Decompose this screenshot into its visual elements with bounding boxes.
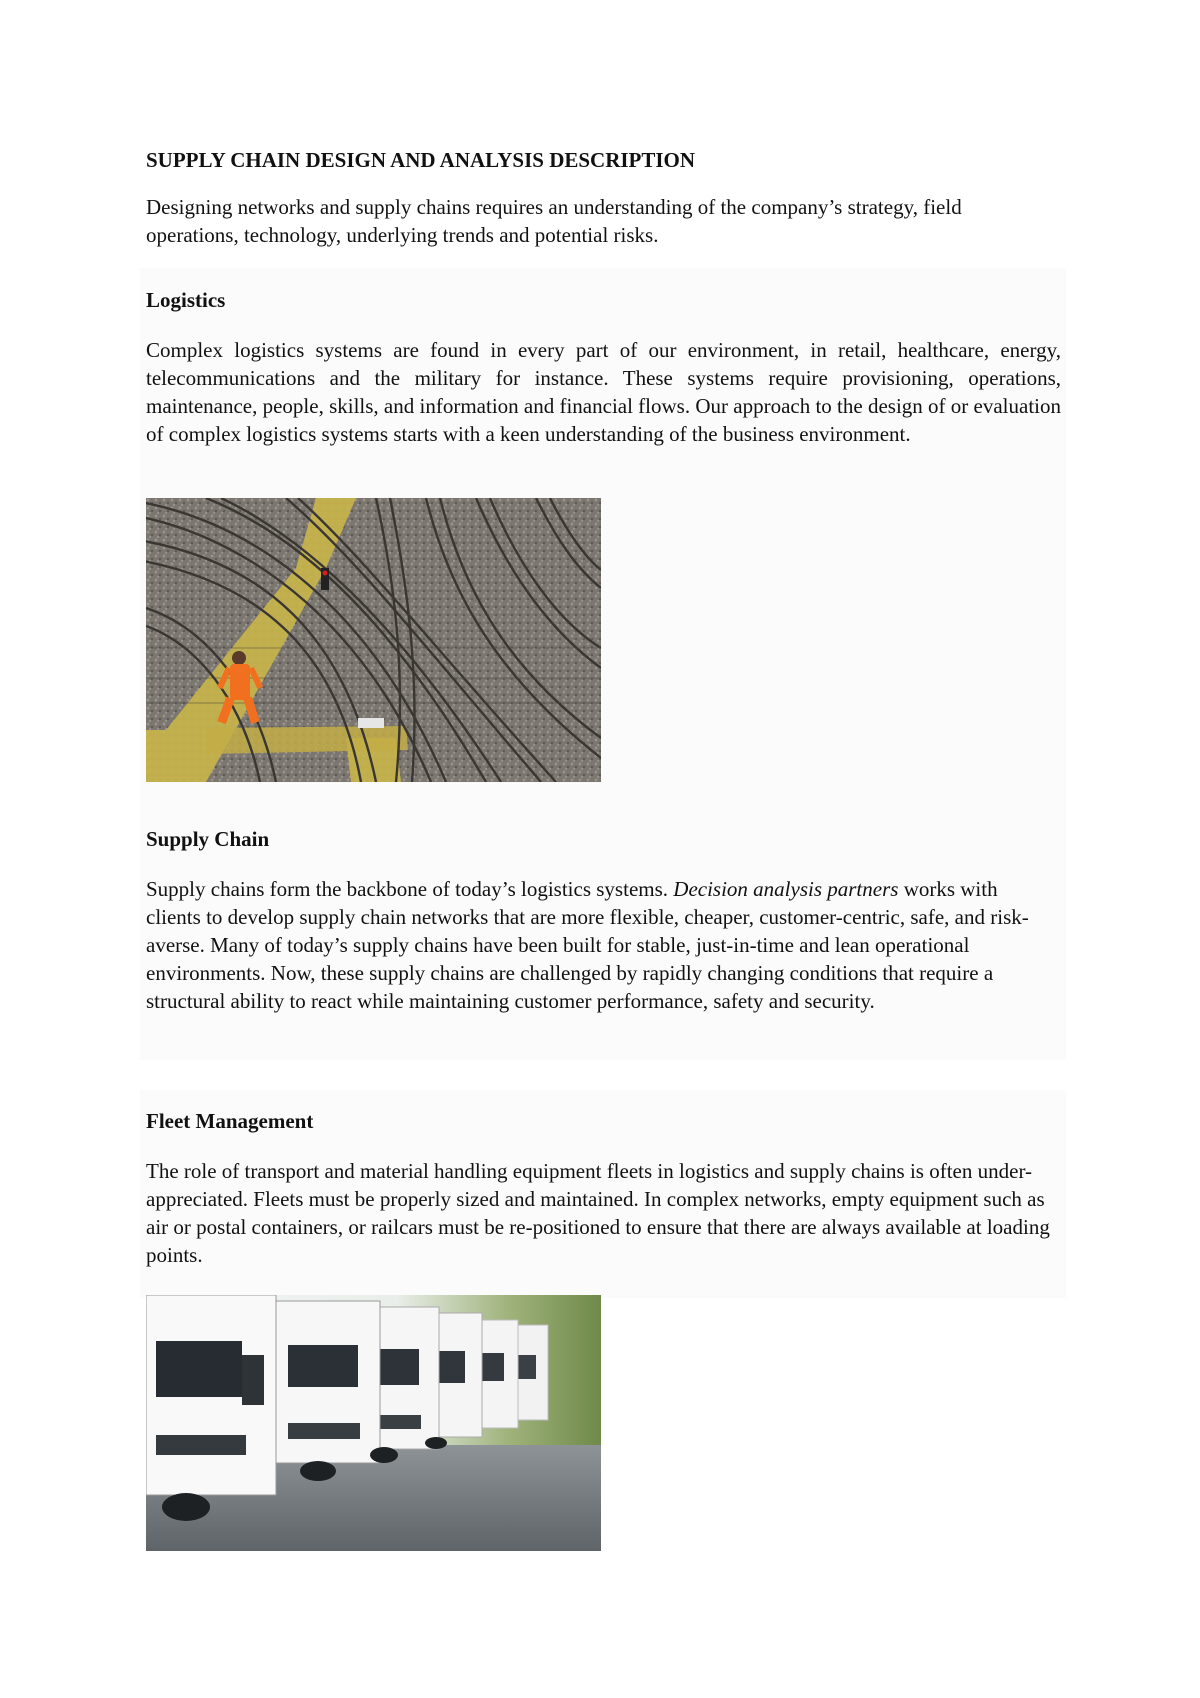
supply-chain-text-after: works with clients to develop supply chain networks that are more flexible, cheaper, customer-centric, safe, and risk-averse. Many of today’s supply chains have been built for stable, just-in-time and lean operational environments. Now, these supply chains are challenged by rapidly changing conditions that require a structural ability to react while maintaining customer performance, safety and security. (146, 877, 1029, 1013)
truck-fleet-photo (146, 1295, 601, 1551)
intro-paragraph: Designing networks and supply chains requires an understanding of the company’s strategy, field operations, technology, underlying trends and potential risks. (146, 195, 962, 247)
company-name-italic: Decision analysis partners (673, 877, 899, 901)
logistics-paragraph: Complex logistics systems are found in every part of our environment, in retail, healthcare, energy, telecommunications and the military for instance. These systems require provisioning, operations, maintenance, people, skills, and information and financial flows. Our approach to the design of or evaluation of complex logistics systems starts with a keen understanding of the business environment. (146, 338, 1061, 446)
logistics-heading: Logistics (146, 288, 226, 312)
fleet-management-heading: Fleet Management (146, 1109, 314, 1133)
document-title: SUPPLY CHAIN DESIGN AND ANALYSIS DESCRIPTION (146, 148, 696, 172)
railway-tracks-photo (146, 498, 601, 782)
fleet-management-paragraph: The role of transport and material handling equipment fleets in logistics and supply chains is often under-appreciated. Fleets must be properly sized and maintained. In complex networks, empty equipment such as air or postal containers, or railcars must be re-positioned to ensure that there are always available at loading points. (146, 1159, 1050, 1267)
supply-chain-heading: Supply Chain (146, 827, 270, 851)
supply-chain-text-before: Supply chains form the backbone of today’s logistics systems. (146, 877, 674, 901)
supply-chain-paragraph (146, 875, 1056, 1015)
